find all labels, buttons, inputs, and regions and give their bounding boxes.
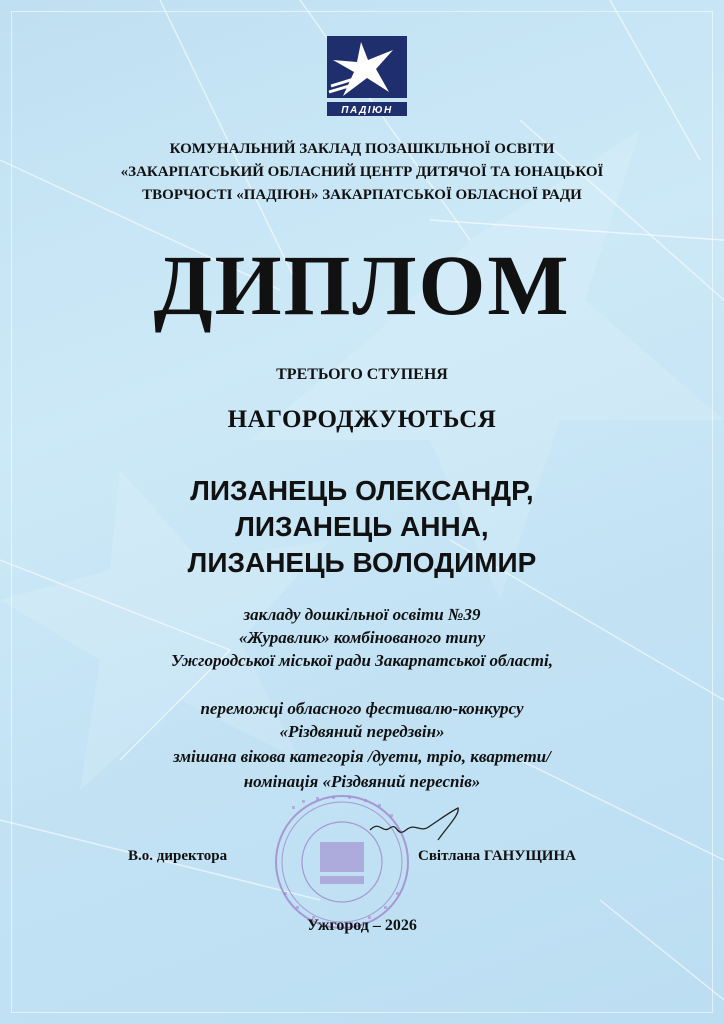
achievement-line-3: змішана вікова категорія /дуети, тріо, квартети/	[173, 747, 551, 766]
diploma-title: ДИПЛОМ	[153, 237, 571, 333]
awarded-heading: НАГОРОДЖУЮТЬСЯ	[227, 406, 497, 433]
logo-caption: ПАДІЮН	[341, 105, 393, 116]
institution-line-2: «Журавлик» комбінованого типу	[238, 628, 486, 647]
institution-line-3: Ужгородської міської ради Закарпатської області,	[171, 651, 553, 670]
header-line-2: «ЗАКАРПАТСЬКИЙ ОБЛАСНИЙ ЦЕНТР ДИТЯЧОЇ ТА ЮНАЦЬКОЇ	[120, 164, 604, 180]
header-line-3: ТВОРЧОСТІ «ПАДІЮН» ЗАКАРПАТСЬКОЇ ОБЛАСНОЇ РАДИ	[142, 187, 582, 203]
signature-position: В.о. директора	[128, 848, 228, 864]
padiyun-logo	[327, 36, 407, 116]
achievement-line-4: номінація «Різдвяний переспів»	[243, 772, 481, 791]
recipient-name-2: ЛИЗАНЕЦЬ АННА,	[235, 511, 489, 542]
achievement-line-2: «Різдвяний передзвін»	[279, 722, 445, 741]
institution-line-1: закладу дошкільної освіти №39	[243, 605, 481, 624]
recipient-name-1: ЛИЗАНЕЦЬ ОЛЕКСАНДР,	[190, 475, 534, 506]
achievement-line-1: переможці обласного фестивалю-конкурсу	[200, 699, 524, 718]
diploma-degree: ТРЕТЬОГО СТУПЕНЯ	[276, 366, 448, 383]
signatory-name: Світлана ГАНУЩИНА	[418, 848, 576, 864]
place-and-year: Ужгород – 2026	[307, 917, 417, 934]
header-line-1: КОМУНАЛЬНИЙ ЗАКЛАД ПОЗАШКІЛЬНОЇ ОСВІТИ	[169, 141, 555, 157]
recipient-name-3: ЛИЗАНЕЦЬ ВОЛОДИМИР	[187, 547, 537, 578]
